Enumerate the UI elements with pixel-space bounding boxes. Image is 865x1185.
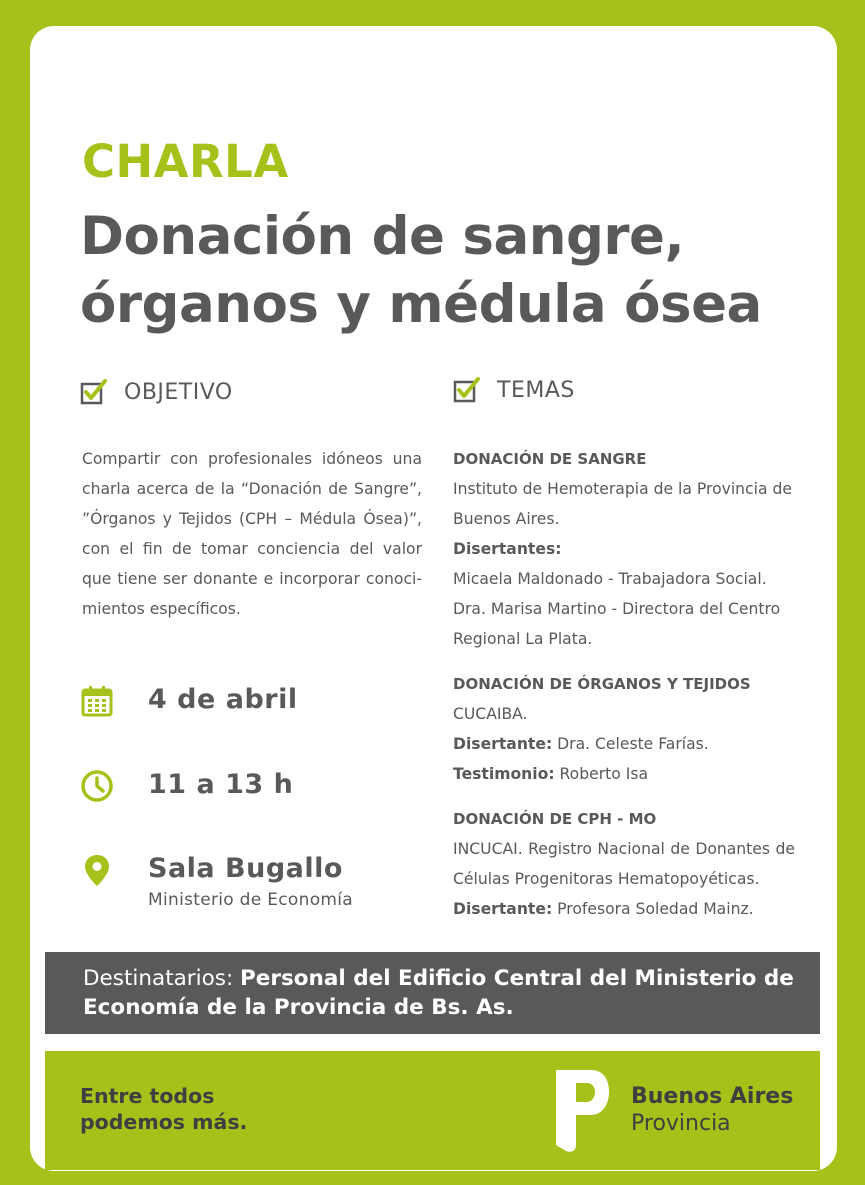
- topic-institution: INCUCAI. Registro Nacional de Donantes de Células Progenitoras Hematopoyéticas.: [453, 840, 795, 888]
- event-date: [80, 684, 298, 718]
- date-label: 4 de abril: [148, 684, 298, 715]
- title-line-2: órganos y médula ósea: [80, 274, 762, 335]
- topic-institution: Instituto de Hemoterapia de la Provincia de Buenos Aires.: [453, 480, 792, 528]
- audience-text: Personal del Edificio Central del Ministerio de Economía de la Provincia de Bs. As.: [83, 966, 794, 1020]
- speakers-label: Disertantes:: [453, 540, 562, 558]
- objective-heading-label: OBJETIVO: [124, 379, 233, 405]
- page-title: [80, 203, 840, 339]
- topic-title: DONACIÓN DE ÓRGANOS Y TEJIDOS: [453, 675, 751, 693]
- speaker-label: Disertante:: [453, 900, 553, 918]
- topic-title: DONACIÓN DE CPH - MO: [453, 810, 657, 828]
- logo-line-1: Buenos Aires: [631, 1084, 794, 1109]
- topic-blood: [453, 444, 795, 654]
- event-type: CHARLA: [82, 135, 289, 188]
- testimony-label: Testimonio:: [453, 765, 555, 783]
- location-pin-icon: [80, 853, 114, 887]
- testimony-name: Roberto Isa: [554, 765, 649, 783]
- place-block: [148, 853, 353, 910]
- audience-banner: [45, 952, 820, 1034]
- topic-institution: CUCAIBA.: [453, 705, 528, 723]
- speaker-item: Dra. Marisa Martino - Directora del Centro Regional La Plata.: [453, 600, 781, 648]
- topic-cph: [453, 804, 795, 924]
- time-label: 11 a 13 h: [148, 769, 294, 800]
- slogan: [80, 1083, 247, 1135]
- speaker-line: [453, 894, 795, 924]
- clock-icon: [80, 769, 114, 803]
- calendar-icon: [80, 684, 114, 718]
- title-line-1: Donación de sangre,: [80, 206, 685, 267]
- check-icon: [453, 376, 481, 404]
- province-logo-text: [631, 1083, 793, 1137]
- testimony-line: [453, 759, 795, 789]
- audience-label: Destinatarios:: [83, 966, 241, 991]
- province-logo-icon: [551, 1065, 611, 1155]
- objective-heading: [80, 378, 233, 406]
- speaker-item: Micaela Maldonado - Trabajadora Social.: [453, 570, 767, 588]
- topic-organs: [453, 669, 795, 789]
- topic-title: DONACIÓN DE SANGRE: [453, 450, 647, 468]
- topics-heading: [453, 376, 575, 404]
- topics-heading-label: TEMAS: [497, 377, 575, 403]
- slogan-line-1: Entre todos: [80, 1084, 215, 1108]
- event-time: [80, 769, 293, 803]
- speaker-line: [453, 729, 795, 759]
- event-place: [80, 853, 353, 910]
- footer-band: [45, 1051, 820, 1170]
- check-icon: [80, 378, 108, 406]
- place-sublabel: Ministerio de Economía: [148, 890, 354, 910]
- speaker-label: Disertante:: [453, 735, 553, 753]
- logo-line-2: Provincia: [631, 1111, 731, 1136]
- slogan-line-2: podemos más.: [80, 1110, 248, 1134]
- speaker-name: Dra. Celeste Farías.: [552, 735, 709, 753]
- place-label: Sala Bugallo: [148, 853, 343, 884]
- topics-list: [453, 444, 795, 939]
- speaker-name: Profesora Soledad Mainz.: [552, 900, 754, 918]
- objective-text: Compartir con profesionales idóneos una charla acerca de la “Donación de Sangre”, ”Órganos y Tejidos (CPH – Médula Ósea)”, con el fin de tomar conciencia del valor que tiene ser donante e incorporar conoci-mientos específicos.: [82, 450, 422, 618]
